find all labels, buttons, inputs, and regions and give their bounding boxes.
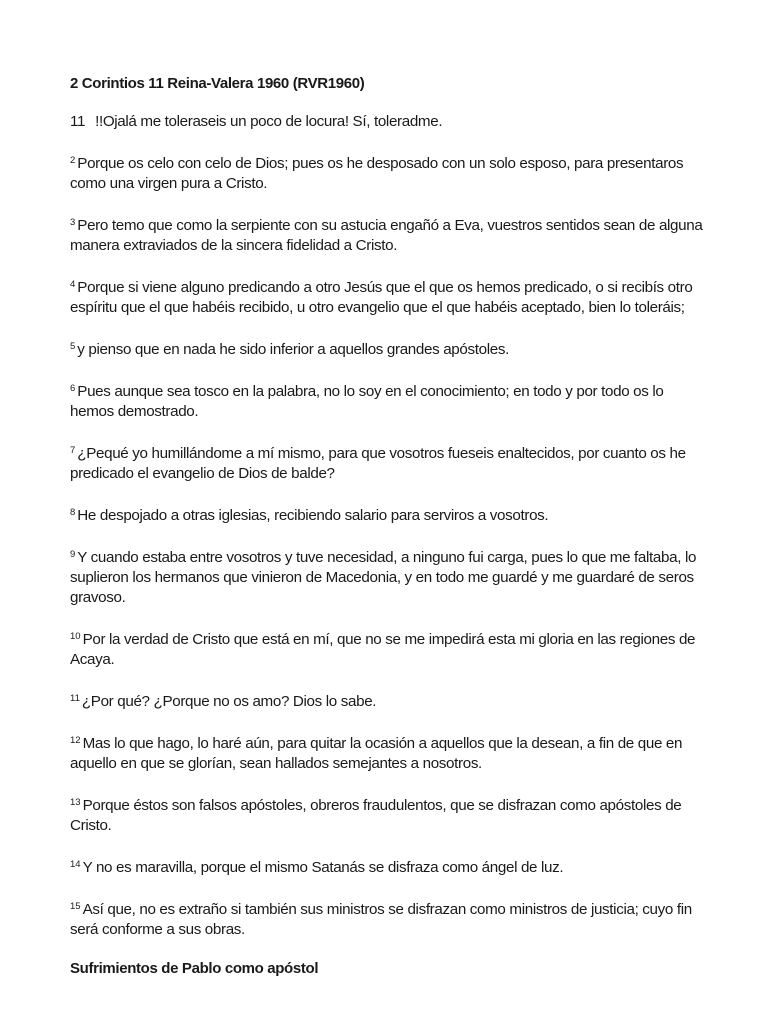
verse-number: 15 <box>70 901 81 912</box>
verse-text: Porque os celo con celo de Dios; pues os he desposado con un solo esposo, para presentaros como una virgen pura a Cristo. <box>70 155 684 192</box>
verse-1 <box>70 112 710 132</box>
section-heading: Sufrimientos de Pablo como apóstol <box>70 960 319 977</box>
verse-3 <box>70 213 710 256</box>
verse-number: 13 <box>70 797 81 808</box>
document-title: 2 Corintios 11 Reina-Valera 1960 (RVR1960) <box>70 75 365 92</box>
verse-number: 4 <box>70 279 76 290</box>
verse-10 <box>70 627 710 670</box>
verse-text: Y no es maravilla, porque el mismo Satanás se disfraza como ángel de luz. <box>82 859 564 876</box>
verse-number: 12 <box>70 735 81 746</box>
verse-text: Porque si viene alguno predicando a otro Jesús que el que os hemos predicado, o si recibís otro espíritu que el que habéis recibido, u otro evangelio que el que habéis aceptado, bien lo toleráis; <box>70 279 693 316</box>
verse-8 <box>70 503 710 526</box>
verse-list <box>70 112 710 979</box>
verse-number: 3 <box>70 217 76 228</box>
verse-5 <box>70 337 710 360</box>
verse-text: Por la verdad de Cristo que está en mí, que no se me impedirá esta mi gloria en las regiones de Acaya. <box>70 631 696 668</box>
verse-4 <box>70 275 710 318</box>
verse-number: 2 <box>70 155 76 166</box>
verse-number: 11 <box>70 693 80 704</box>
chapter-number: 11 <box>70 113 86 130</box>
verse-text: He despojado a otras iglesias, recibiendo salario para serviros a vosotros. <box>77 507 549 524</box>
verse-11 <box>70 689 710 712</box>
verse-9 <box>70 545 710 608</box>
verse-2 <box>70 151 710 194</box>
verse-14 <box>70 855 710 878</box>
verse-number: 14 <box>70 859 81 870</box>
verse-text: !!Ojalá me toleraseis un poco de locura! Sí, toleradme. <box>95 113 443 130</box>
verse-number: 6 <box>70 383 76 394</box>
verse-text: Así que, no es extraño si también sus ministros se disfrazan como ministros de justicia; cuyo fin será conforme a sus obras. <box>70 901 692 938</box>
verse-13 <box>70 793 710 836</box>
verse-text: ¿Pequé yo humillándome a mí mismo, para que vosotros fueseis enaltecidos, por cuanto os he predicado el evangelio de Dios de balde? <box>70 445 686 482</box>
verse-text: Pues aunque sea tosco en la palabra, no lo soy en el conocimiento; en todo y por todo os lo hemos demostrado. <box>70 383 664 420</box>
verse-text: Pero temo que como la serpiente con su astucia engañó a Eva, vuestros sentidos sean de alguna manera extraviados de la sincera fidelidad a Cristo. <box>70 217 703 254</box>
verse-number: 7 <box>70 445 76 456</box>
verse-text: ¿Por qué? ¿Porque no os amo? Dios lo sabe. <box>81 693 377 710</box>
verse-text: Y cuando estaba entre vosotros y tuve necesidad, a ninguno fui carga, pues lo que me faltaba, lo suplieron los hermanos que vinieron de Macedonia, y en todo me guardé y me guardaré de seros gravoso. <box>70 549 697 606</box>
verse-text: y pienso que en nada he sido inferior a aquellos grandes apóstoles. <box>77 341 509 358</box>
verse-number: 8 <box>70 507 76 518</box>
verse-number: 10 <box>70 631 81 642</box>
verse-text: Mas lo que hago, lo haré aún, para quitar la ocasión a aquellos que la desean, a fin de que en aquello en que se glorían, sean hallados semejantes a nosotros. <box>70 735 683 772</box>
verse-number: 5 <box>70 341 76 352</box>
verse-7 <box>70 441 710 484</box>
verse-text: Porque éstos son falsos apóstoles, obreros fraudulentos, que se disfrazan como apóstoles de Cristo. <box>70 797 682 834</box>
verse-number: 9 <box>70 549 76 560</box>
verse-12 <box>70 731 710 774</box>
verse-6 <box>70 379 710 422</box>
verse-15 <box>70 897 710 940</box>
